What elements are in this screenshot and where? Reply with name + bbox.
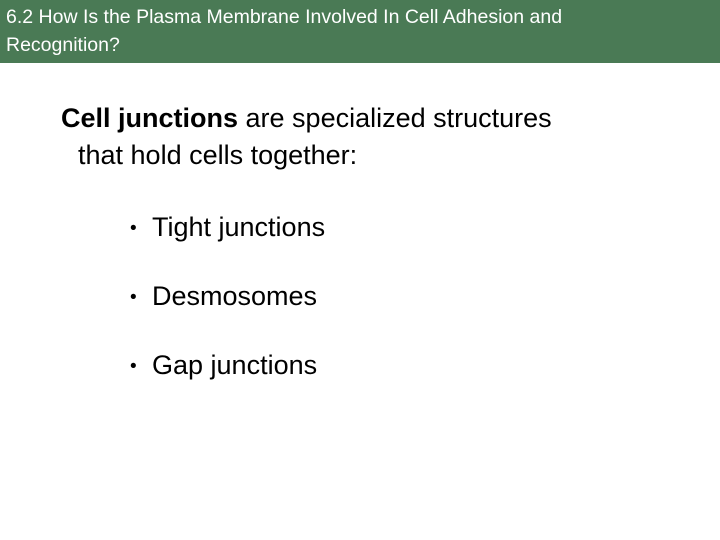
junction-types-list <box>130 209 325 416</box>
list-item <box>130 347 325 416</box>
list-item <box>130 209 325 278</box>
bullet-icon: • <box>130 218 137 239</box>
bullet-icon: • <box>130 356 137 377</box>
intro-text-line-2: that hold cells together: <box>78 140 358 170</box>
intro-term: Cell junctions <box>61 103 239 133</box>
slide-title-bar <box>0 0 720 63</box>
list-item-text: Tight junctions <box>152 212 326 242</box>
slide-title-line-2: Recognition? <box>6 34 120 56</box>
list-item <box>130 278 325 347</box>
intro-text: are specialized structures <box>238 103 552 133</box>
intro-paragraph <box>61 100 701 174</box>
list-item-text: Gap junctions <box>152 350 318 380</box>
list-item-text: Desmosomes <box>152 281 318 311</box>
bullet-icon: • <box>130 287 137 308</box>
slide-title-line-1: 6.2 How Is the Plasma Membrane Involved In Cell Adhesion and <box>6 6 563 28</box>
